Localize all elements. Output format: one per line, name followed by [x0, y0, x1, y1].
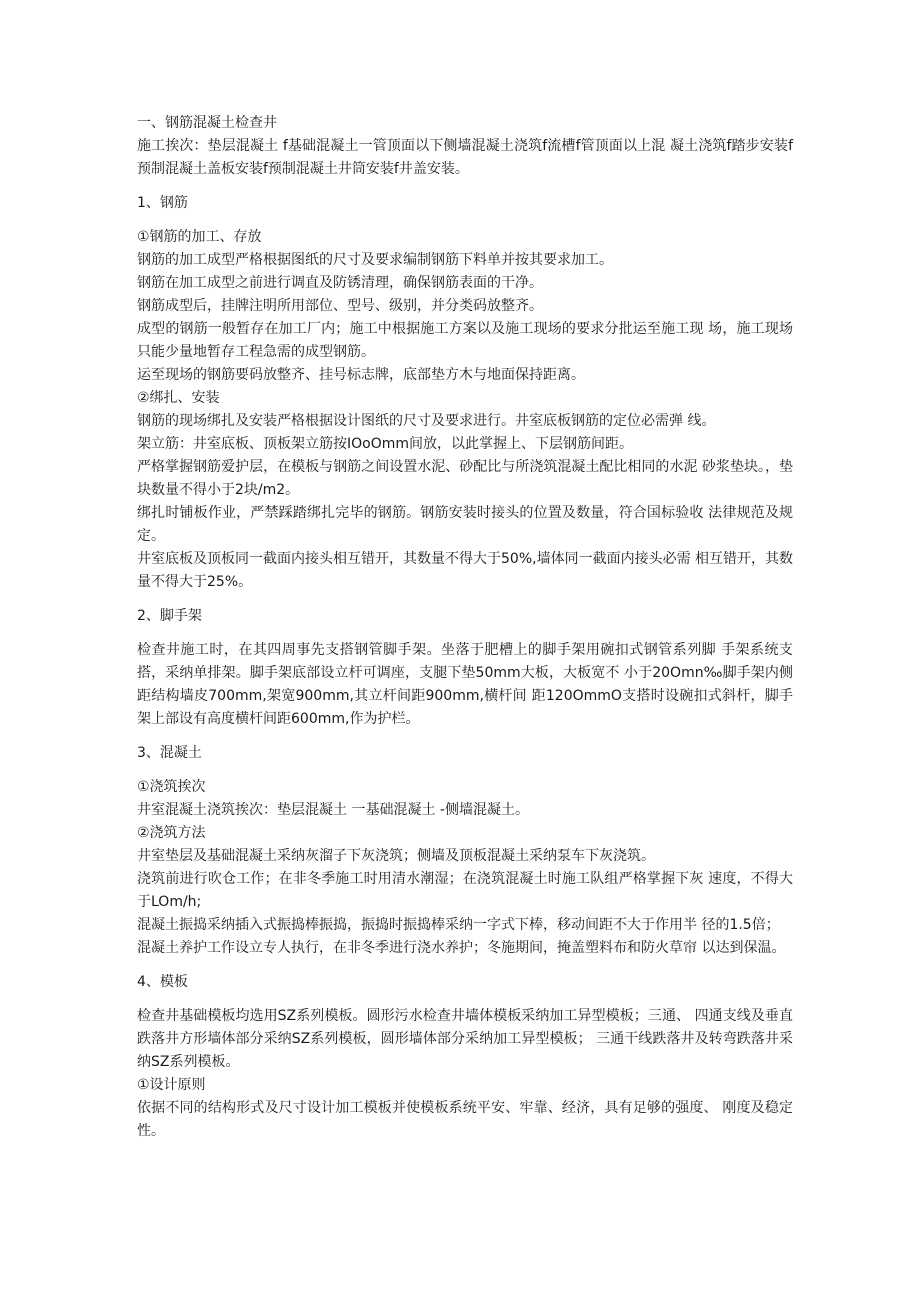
- section-heading: 一、钢筋混凝土检查井: [137, 115, 277, 131]
- subsection-heading: 3、混凝土: [137, 745, 202, 761]
- paragraph: 井室底板及顶板同一截面内接头相互错开，其数量不得大于50%,墙体同一截面内接头必需 相互错开，其数量不得大于25%。: [137, 551, 794, 590]
- item-heading: ②浇筑方法: [137, 825, 206, 841]
- paragraph: 运至现场的钢筋要码放整齐、挂号标志牌，底部垫方木与地面保持距离。: [137, 367, 585, 383]
- paragraph: 浇筑前进行吹仓工作；在非冬季施工时用清水潮湿；在浇筑混凝土时施工队组严格掌握下灰 速度，不得大于LOm/h;: [137, 871, 793, 910]
- paragraph: 井室混凝土浇筑挨次：垫层混凝土 一基础混凝土 -侧墙混凝土。: [137, 802, 529, 818]
- subsection-heading: 2、脚手架: [137, 608, 202, 624]
- paragraph: 钢筋的加工成型严格根据图纸的尺寸及要求编制钢筋下料单并按其要求加工。: [137, 252, 613, 268]
- paragraph: 检查井基础模板均选用SZ系列模板。圆形污水检查井墙体模板采纳加工异型模板；三通、 四通支线及垂直跌落井方形墙体部分采纳SZ系列模板，圆形墙体部分采纳加工异型模板； 三通干线跌落井及转弯跌落井采纳SZ系列模板。: [137, 1008, 793, 1070]
- paragraph: 架立筋：井室底板、顶板架立筋按IOoOmm间放，以此掌握上、下层钢筋间距。: [137, 436, 634, 452]
- paragraph: 混凝土振捣采纳插入式振捣棒振捣，振捣时振捣棒采纳一字式下棒，移动间距不大于作用半 径的1.5倍；: [137, 917, 780, 933]
- subsection-heading: 4、模板: [137, 974, 188, 990]
- paragraph: 钢筋在加工成型之前进行调直及防锈清理，确保钢筋表面的干净。: [137, 275, 543, 291]
- subsection-heading: 1、钢筋: [137, 195, 188, 211]
- item-heading: ①浇筑挨次: [137, 779, 206, 795]
- paragraph: 井室垫层及基础混凝土采纳灰溜子下灰浇筑；侧墙及顶板混凝土采纳泵车下灰浇筑。: [137, 848, 655, 864]
- paragraph: 钢筋的现场绑扎及安装严格根据设计图纸的尺寸及要求进行。井室底板钢筋的定位必需弹 线。: [137, 413, 716, 429]
- paragraph: 施工挨次：垫层混凝土 f基础混凝土一管顶面以下侧墙混凝土浇筑f流槽f管顶面以上混 凝土浇筑f踏步安装f预制混凝土盖板安装f预制混凝土井筒安装f井盖安装。: [137, 138, 793, 177]
- paragraph: 成型的钢筋一般暂存在加工厂内；施工中根据施工方案以及施工现场的要求分批运至施工现 场，施工现场只能少量地暂存工程急需的成型钢筋。: [137, 321, 793, 360]
- paragraph: 严格掌握钢筋爱护层，在模板与钢筋之间设置水泥、砂配比与所浇筑混凝土配比相同的水泥 砂浆垫块。，垫块数量不得小于2块/m2。: [137, 459, 793, 498]
- item-heading: ①设计原则: [137, 1077, 206, 1093]
- paragraph: 混凝土养护工作设立专人执行，在非冬季进行浇水养护；冬施期间，掩盖塑料布和防火草帘 以达到保温。: [137, 940, 786, 956]
- paragraph: 绑扎时铺板作业，严禁踩踏绑扎完毕的钢筋。钢筋安装时接头的位置及数量，符合国标验收 法律规范及规定。: [137, 505, 793, 544]
- document-body: [137, 112, 793, 1143]
- item-heading: ①钢筋的加工、存放: [137, 229, 262, 245]
- paragraph: 依据不同的结构形式及尺寸设计加工模板并使模板系统平安、牢靠、经济，具有足够的强度、 刚度及稳定性。: [137, 1100, 793, 1139]
- item-heading: ②绑扎、安装: [137, 390, 220, 406]
- paragraph: 钢筋成型后，挂牌注明所用部位、型号、级别，并分类码放整齐。: [137, 298, 543, 314]
- paragraph: 检查井施工时，在其四周事先支搭钢管脚手架。坐落于肥槽上的脚手架用碗扣式钢管系列脚 手架系统支搭，采纳单排架。脚手架底部设立杆可调座，支腿下垫50mm大板，大板宽不 小于20Omn‰脚手架内侧距结构墙皮700mm,架宽900mm,其立杆间距900mm,横杆间 距120OmmO支搭时设碗扣式斜杆，脚手架上部设有高度横杆间距600mm,作为护栏。: [137, 642, 793, 727]
